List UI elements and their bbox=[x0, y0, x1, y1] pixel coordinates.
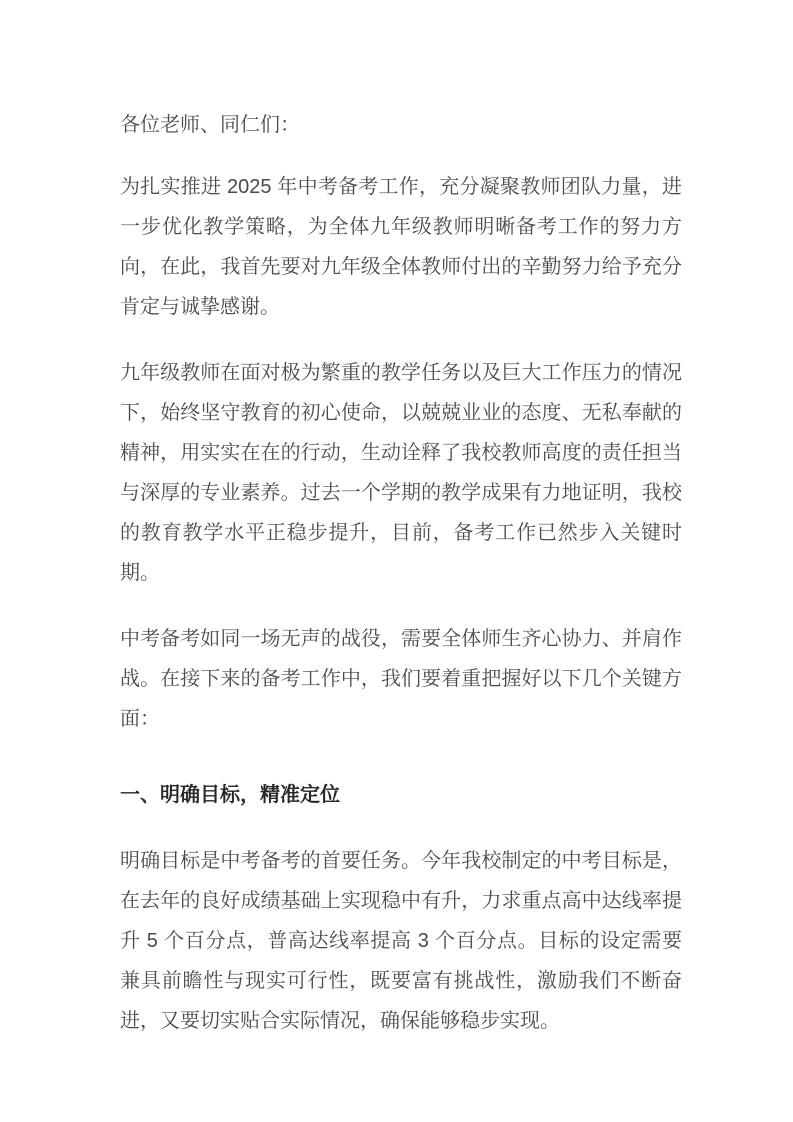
salutation: 各位老师、同仁们： bbox=[120, 114, 300, 136]
intro-paragraph-2: 九年级教师在面对极为繁重的教学任务以及巨大工作压力的情况下，始终坚守教育的初心使命，以兢兢业业的态度、无私奉献的精神，用实实在在的行动，生动诠释了我校教师高度的责任担当与深厚的专业素养。过去一个学期的教学成果有力地证明，我校的教育教学水平正稳步提升，目前，备考工作已然步入关键时期。 bbox=[120, 362, 682, 584]
section-heading-1: 一、明确目标，精准定位 bbox=[120, 784, 340, 806]
section-1-paragraph: 明确目标是中考备考的首要任务。今年我校制定的中考目标是，在去年的良好成绩基础上实现稳中有升，力求重点高中达线率提升 5 个百分点，普高达线率提高 3 个百分点。目标的设定需要兼具前瞻性与现实可行性，既要富有挑战性，激励我们不断奋进，又要切实贴合实际情况，确保能够稳步实现。 bbox=[120, 850, 682, 1032]
intro-paragraph-3: 中考备考如同一场无声的战役，需要全体师生齐心协力、并肩作战。在接下来的备考工作中，我们要着重把握好以下几个关键方面： bbox=[120, 628, 682, 730]
intro-paragraph-1: 为扎实推进 2025 年中考备考工作，充分凝聚教师团队力量，进一步优化教学策略，为全体九年级教师明晰备考工作的努力方向，在此，我首先要对九年级全体教师付出的辛勤努力给予充分肯定与诚挚感谢。 bbox=[120, 176, 682, 318]
